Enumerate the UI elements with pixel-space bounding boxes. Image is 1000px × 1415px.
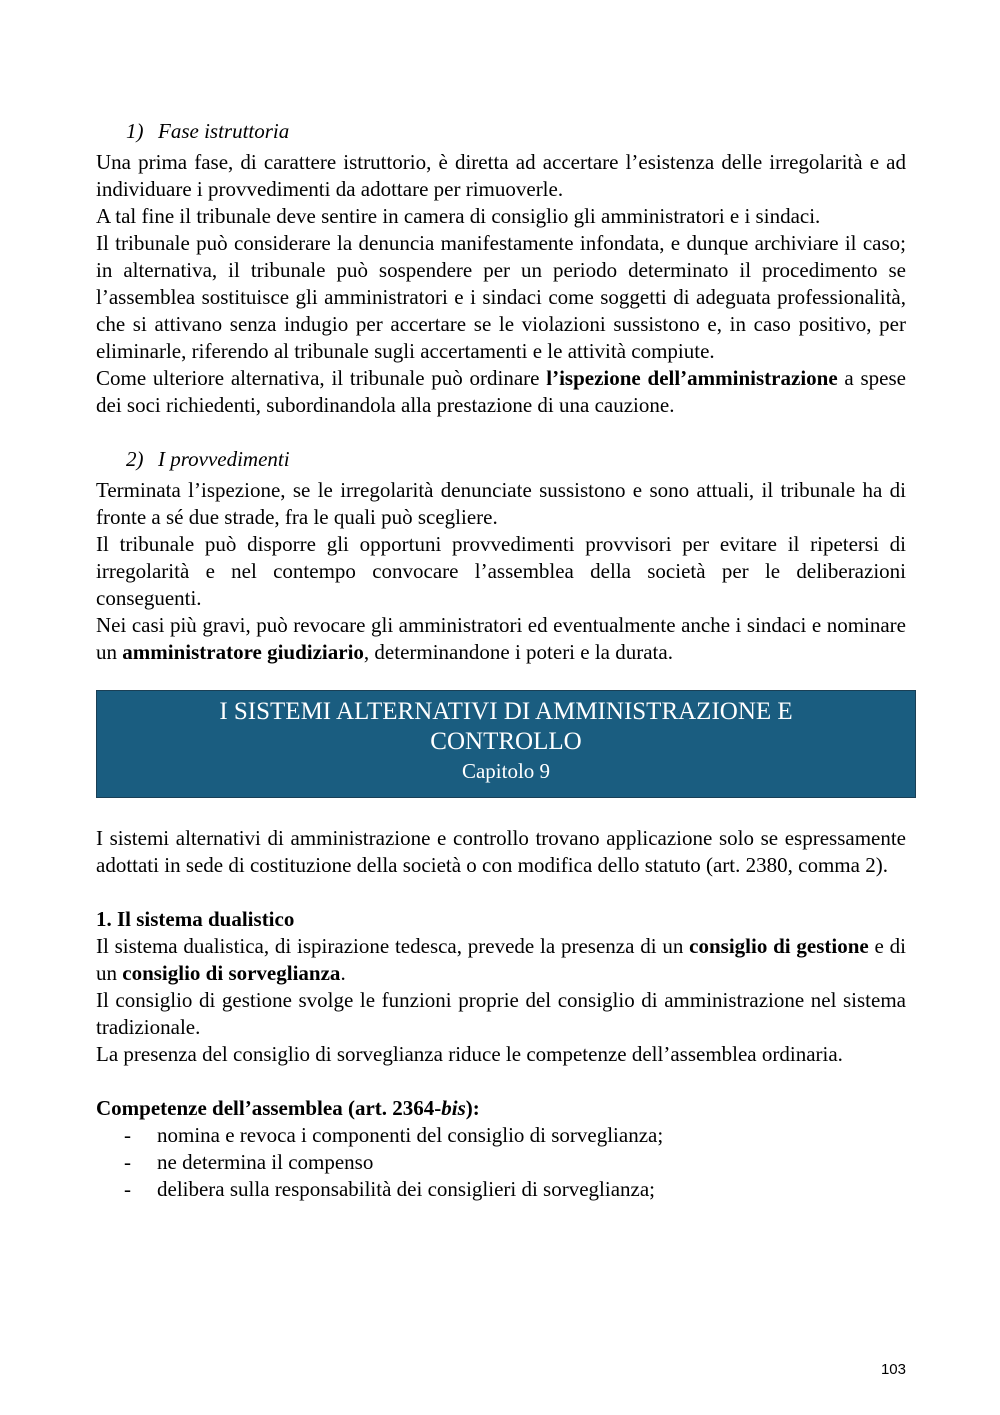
- list-item: - nomina e revoca i componenti del consiglio di sorveglianza;: [124, 1122, 906, 1149]
- chapter-banner: [96, 690, 916, 798]
- competences-list: [96, 1122, 906, 1203]
- bold-text: consiglio di gestione: [689, 934, 869, 958]
- page-number: 103: [880, 1361, 906, 1378]
- text-run: Il sistema dualistica, di ispirazione tedesca, prevede la presenza di un: [96, 934, 690, 958]
- section-title: Fase istruttoria: [158, 119, 290, 143]
- paragraph: [96, 365, 906, 419]
- text-run: Nei casi più gravi, può revocare gli amministratori ed eventualmente anche i sindaci e nominare un: [96, 613, 906, 664]
- section-number: 2): [126, 447, 144, 471]
- italic-text: bis: [441, 1096, 466, 1120]
- section-title: I provvedimenti: [158, 447, 290, 471]
- paragraph: Il tribunale può disporre gli opportuni provvedimenti provvisori per evitare il ripetersi di irregolarità e nel contempo convocare l’assemblea della società per le deliberazioni conseguenti.: [96, 532, 906, 610]
- section-heading-dualistico: 1. Il sistema dualistico: [96, 907, 295, 931]
- text-run: e di un: [96, 934, 906, 985]
- section-number: 1): [126, 119, 144, 143]
- page-content: [96, 118, 906, 1203]
- paragraph: [96, 933, 906, 987]
- paragraph: Il tribunale può considerare la denuncia manifestamente infondata, e dunque archiviare il caso; in alternativa, il tribunale può sospendere per un periodo determinato il procedimento se l’assemblea sostituisce gli amministratori e i sindaci come soggetti di adeguata professionalità, che si attivano senza indugio per accertare se le violazioni sussistono e, in caso positivo, per eliminarle, riferendo al tribunale sugli accertamenti e le attività compiute.: [96, 231, 906, 363]
- paragraph: La presenza del consiglio di sorveglianza riduce le competenze dell’assemblea ordinaria.: [96, 1042, 843, 1066]
- section-heading-provvedimenti: [126, 446, 906, 473]
- paragraph: A tal fine il tribunale deve sentire in camera di consiglio gli amministratori e i sindaci.: [96, 204, 821, 228]
- paragraph: Il consiglio di gestione svolge le funzioni proprie del consiglio di amministrazione nel sistema tradizionale.: [96, 988, 906, 1039]
- text-run: Competenze dell’assemblea (art. 2364-: [96, 1096, 442, 1120]
- chapter-subtitle: Capitolo 9: [461, 759, 551, 783]
- bold-text: consiglio di sorveglianza: [122, 961, 341, 985]
- bold-text: amministratore giudiziario: [122, 640, 364, 664]
- intro-paragraph: I sistemi alternativi di amministrazione e controllo trovano applicazione solo se espressamente adottati in sede di costituzione della società o con modifica dello statuto (art. 2380, comma 2).: [96, 826, 906, 877]
- list-item: - delibera sulla responsabilità dei consiglieri di sorveglianza;: [124, 1176, 906, 1203]
- paragraph: Una prima fase, di carattere istruttorio, è diretta ad accertare l’esistenza delle irregolarità e ad individuare i provvedimenti da adottare per rimuoverle.: [96, 150, 906, 201]
- competences-heading: [96, 1095, 906, 1122]
- text-run: .: [340, 961, 346, 985]
- text-run: a spese dei soci richiedenti, subordinandola alla prestazione di una cauzione.: [96, 366, 906, 417]
- bold-text: l’ispezione dell’amministrazione: [546, 366, 838, 390]
- paragraph: [96, 612, 906, 666]
- section-heading-fase-istruttoria: [126, 118, 906, 145]
- text-run: ):: [465, 1096, 480, 1120]
- text-run: , determinandone i poteri e la durata.: [363, 640, 673, 664]
- chapter-title-line2: CONTROLLO: [430, 728, 582, 755]
- paragraph: Terminata l’ispezione, se le irregolarità denunciate sussistono e sono attuali, il tribunale ha di fronte a sé due strade, fra le quali può scegliere.: [96, 478, 906, 529]
- list-item: - ne determina il compenso: [124, 1149, 906, 1176]
- chapter-title-line1: I SISTEMI ALTERNATIVI DI AMMINISTRAZIONE E: [219, 698, 793, 725]
- text-run: Come ulteriore alternativa, il tribunale può ordinare: [96, 366, 547, 390]
